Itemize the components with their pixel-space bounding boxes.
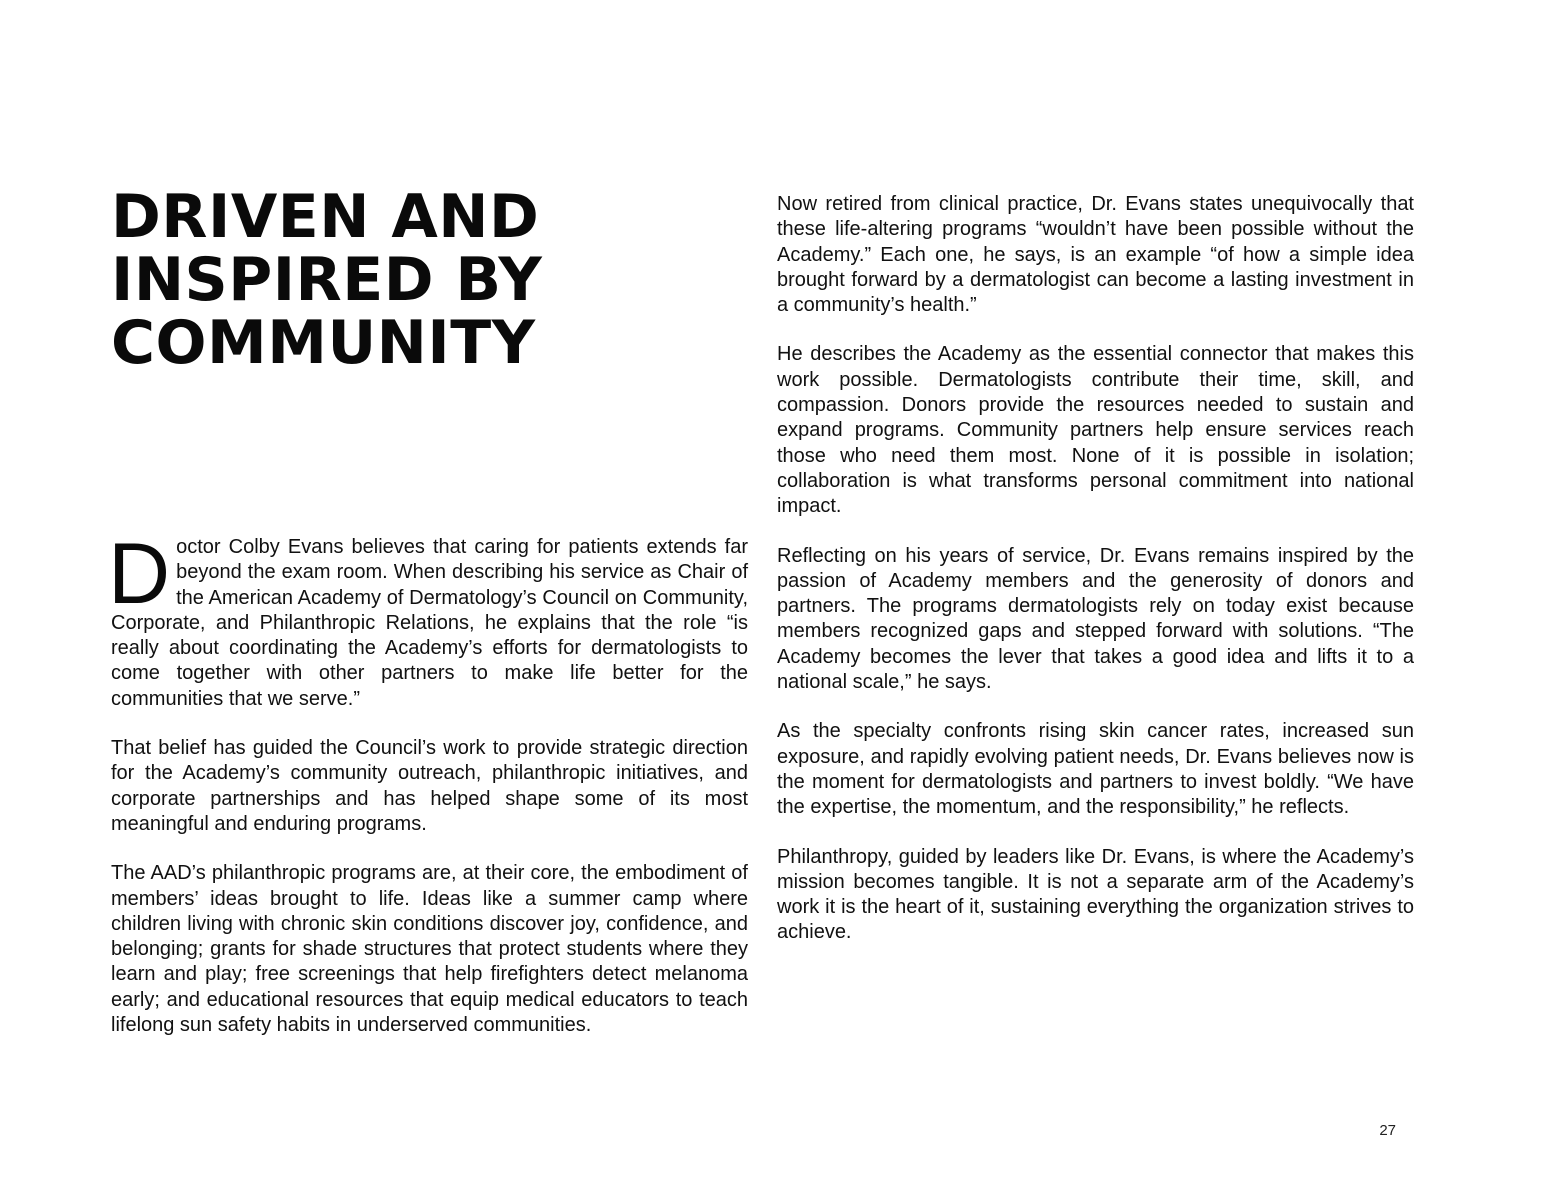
article-headline: [111, 182, 671, 378]
paragraph-philanthropy: Philanthropy, guided by leaders like Dr. Evans, is where the Academy’s mission becomes tangible. It is not a separate arm of the Academy’s work it is the heart of it, sustaining everything the organization strives to achieve.: [777, 845, 1414, 944]
headline-line-1: DRIVEN AND: [111, 182, 540, 252]
headline-line-2: INSPIRED BY: [111, 245, 543, 315]
left-text-column: [108, 526, 748, 1062]
paragraph-retired: Now retired from clinical practice, Dr. Evans states unequivocally that these life-altering programs “wouldn’t have been possible without the Academy.” Each one, he says, is an example “of how a simple idea brought forward by a dermatologist can become a lasting investment in a community’s health.”: [777, 193, 1414, 317]
intro-paragraph: [108, 526, 748, 712]
intro-paragraph-text: octor Colby Evans believes that caring for patients extends far beyond the exam room. When describing his service as Chair of the American Academy of Dermatology’s Council on Community, Corporate, and Philanthropic Relations, he explains that the role “is really about coordinating the Academy’s efforts for dermatologists to come together with other partners to make life better for the communities that we serve.”: [111, 536, 748, 710]
paragraph-reflecting: Reflecting on his years of service, Dr. Evans remains inspired by the passion of Academy members and the generosity of donors and partners. The programs dermatologists rely on today exist because members recognized gaps and stepped forward with solutions. “The Academy becomes the lever that takes a good idea and lifts it to a national scale,” he says.: [777, 544, 1414, 694]
drop-cap: D: [108, 526, 171, 622]
paragraph-connector: He describes the Academy as the essential connector that makes this work possible. Dermatologists contribute their time, skill, and compassion. Donors provide the resources needed to sustain and expand programs. Community partners help ensure services reach those who need them most. None of it is possible in isolation; collaboration is what transforms personal commitment into national impact.: [777, 343, 1414, 518]
right-text-column: [777, 192, 1414, 970]
paragraph-specialty: As the specialty confronts rising skin cancer rates, increased sun exposure, and rapidly evolving patient needs, Dr. Evans believes now is the moment for dermatologists and partners to invest boldly. “We have the expertise, the momentum, and the responsibility,” he reflects.: [777, 720, 1414, 819]
paragraph-council-work: That belief has guided the Council’s work to provide strategic direction for the Academy’s community outreach, philanthropic initiatives, and corporate partnerships and has helped shape some of its most meaningful and enduring programs.: [111, 737, 748, 835]
page-number: 27: [1379, 1122, 1396, 1139]
headline-line-3: COMMUNITY: [111, 308, 536, 378]
paragraph-philanthropic-programs: The AAD’s philanthropic programs are, at their core, the embodiment of members’ ideas brought to life. Ideas like a summer camp where children living with chronic skin conditions discover joy, confidence, and belonging; grants for shade structures that protect students where they learn and play; free screenings that help firefighters detect melanoma early; and educational resources that equip medical educators to teach lifelong sun safety habits in underserved communities.: [111, 862, 748, 1037]
